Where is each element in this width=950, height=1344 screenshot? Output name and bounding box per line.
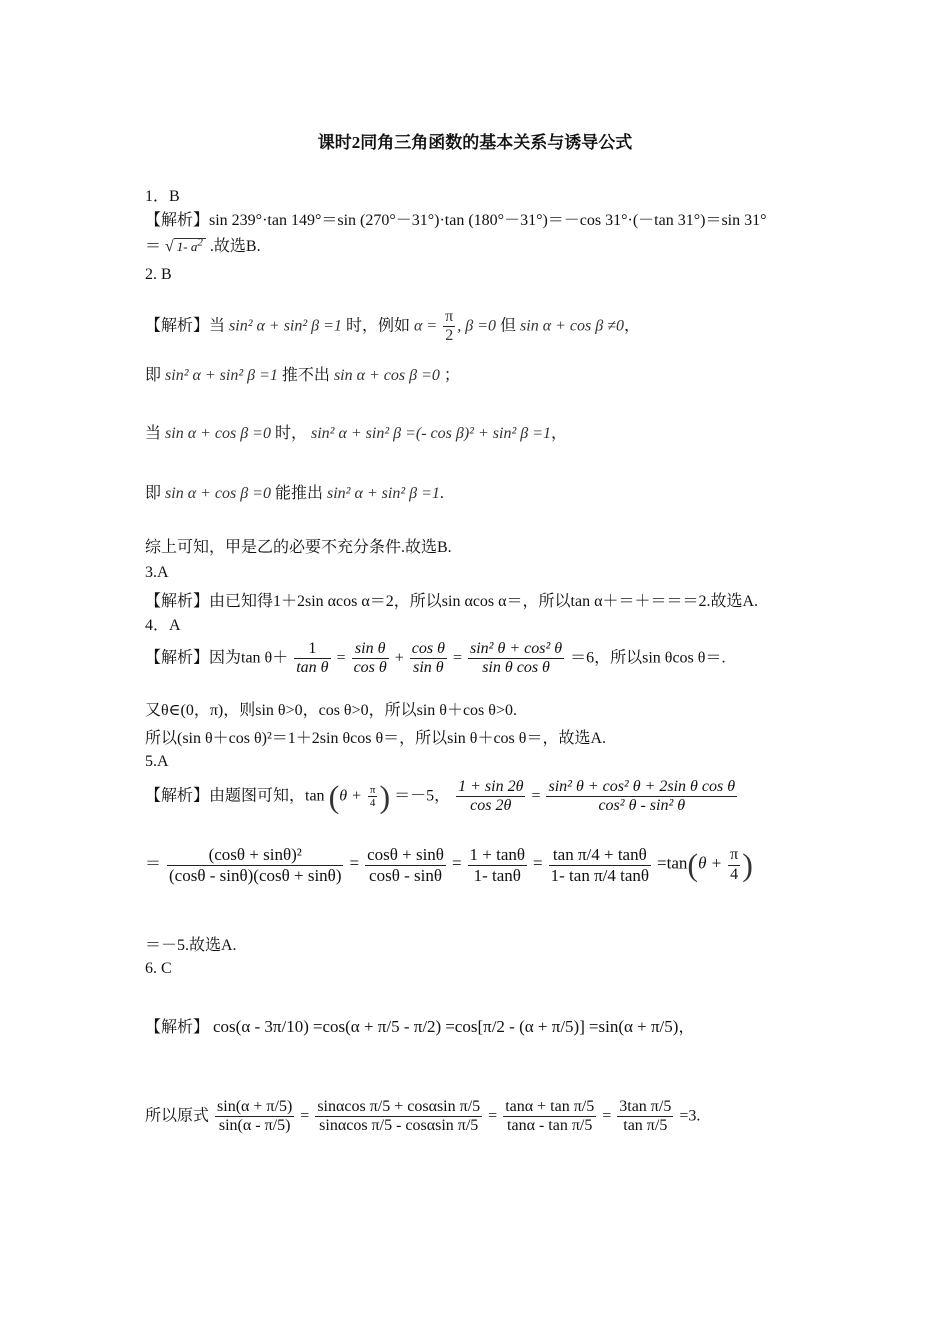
fraction: $\frac{\text{(cosθ + sinθ)²}}{(\cos\theta - \sin\theta)(\cos\theta + \sin\theta)}$ — [169, 845, 342, 885]
math-expr: =sin(α + π/5) — [588, 1017, 679, 1036]
q2-answer: 2. B — [145, 266, 172, 283]
math-expr: sin α + cos β ≠0 — [520, 317, 624, 335]
fraction: $\frac{1 + \tan\theta}{1- \tan\theta}$ — [469, 845, 526, 885]
sqrt-radicand: 1- $a^2$ — [174, 238, 206, 254]
q4-line3: 所以(sin θ＋cos θ)²＝1＋2sin θcos θ＝，所以sin θ＋cos θ＝，故选A. — [145, 730, 606, 747]
math-expr: sin² α + sin² β =1 — [165, 367, 278, 384]
q2-summary: 综上可知，甲是乙的必要不充分条件.故选B. — [145, 539, 452, 556]
fraction: $\frac{\pi}{4}$ — [730, 846, 739, 883]
fraction: $\frac{\cos\theta + \sin\theta}{\cos\theta - \sin\theta}$ — [367, 845, 444, 885]
fraction: $\frac{\text{tan π/4 + tanθ}}{\text{1- tan π/4 tanθ}}$ — [550, 845, 650, 885]
equals-sign: ＝ — [145, 238, 162, 255]
q5-line2: ＝ $\frac{\text{(cosθ + sinθ)²}}{(\cos\theta - \sin\theta)(\cos\theta + \sin\theta)}$ = $\frac{\cos\theta + \sin\theta}{\cos\theta - \sin\theta}$ = $\frac{1 + \tan\theta}{1- \tan\theta}$ = $\frac{\text{tan π/4 + tanθ}}{\text{1- tan π/4 tanθ}}$ =tan(θ + $\frac{\pi}{4}$ ) — [145, 845, 753, 885]
q4-line2: 又θ∈(0，π)，则sin θ>0，cos θ>0，所以sin θ＋cos θ>0. — [145, 702, 517, 719]
q4-answer: 4．A — [145, 617, 181, 634]
math-expr: =cos(α + π/5 - π/2) — [312, 1017, 442, 1036]
q1-answer: 1．B — [145, 188, 180, 205]
fraction: $\frac{\text{sin² θ + cos² θ}}{\text{sin θ cos θ}}$ — [470, 640, 563, 677]
math-expr: =cos[π/2 - (α + π/5)] — [445, 1017, 585, 1036]
fraction: $\frac{\text{sin θ}}{\text{cos θ}}$ — [353, 640, 387, 677]
page-title: 课时2同角三角函数的基本关系与诱导公式 — [317, 133, 633, 152]
math-expr: sin² α + sin² β =1 — [327, 485, 440, 502]
q1-analysis: 【解析】sin 239°·tan 149°＝sin (270°－31°)·tan (180°－31°)＝－cos 31°·(－tan 31°)＝sin 31° — [145, 212, 767, 229]
fraction: $\frac{\text{tanα + tan π/5}}{\text{tanα - tan π/5}}$ — [505, 1098, 595, 1135]
fraction: $\frac{\text{sin² θ + cos² θ + 2sin θ cos θ}}{\text{cos² θ - sin² θ}}$ — [548, 778, 736, 815]
fraction: $\frac{1 + \sin 2\theta}{\cos 2\theta}$ — [458, 778, 524, 815]
q4-analysis: 【解析】因为tan θ＋ $\frac{1}{\text{tan θ}}$ = $\frac{\text{sin θ}}{\text{cos θ}}$ + $\frac{\text{cos θ}}{\text{sin θ}}$ = $\frac{\text{sin² θ + cos² θ}}{\text{sin θ cos θ}}$ ＝6，所以sin θcos θ＝. — [145, 640, 726, 677]
q5-analysis: 【解析】由题图可知，tan (θ + $\frac{\pi}{4}$ ) ＝－5， $\frac{1 + \sin 2\theta}{\cos 2\theta}$ = $\frac{\text{sin² θ + cos² θ + 2sin θ cos θ}}{\text{cos² θ - sin² θ}}$ — [145, 778, 736, 815]
math-expr: sin² α + sin² β =(- cos β)² + sin² β =1 — [311, 425, 552, 442]
q6-line2: 所以原式 $\frac{\sin(\alpha + \pi/5)}{\sin(\alpha - \pi/5)}$ = $\frac{\text{sinαcos π/5 + cosαsin π/5}}{\text{sinαcos π/5 - cosαsin π/5}}$ = $\frac{\text{tanα + tan π/5}}{\text{tanα - tan π/5}}$ = $\frac{\text{3tan π/5}}{\text{tan π/5}}$ =3. — [145, 1098, 701, 1135]
math-expr: cos(α - 3π/10) — [213, 1017, 309, 1036]
fraction: $\frac{1}{\text{tan θ}}$ — [296, 640, 329, 677]
math-expr: sin α + cos β =0 — [165, 485, 271, 502]
fraction: $\frac{\text{sinαcos π/5 + cosαsin π/5}}{\text{sinαcos π/5 - cosαsin π/5}}$ — [317, 1098, 481, 1135]
q1-conclusion: .故选B. — [209, 238, 261, 255]
q2-line1: 【解析】当 sin² α + sin² β =1 时，例如 α = $\frac{\pi}{2}$ , β =0 但 sin α + cos β ≠0， — [145, 308, 640, 345]
q5-answer: 5.A — [145, 753, 169, 770]
q6-analysis: 【解析】 cos(α - 3π/10) =cos(α + π/5 - π/2) =cos[π/2 - (α + π/5)] =sin(α + π/5)， — [145, 1017, 695, 1036]
fraction: $\frac{\text{3tan π/5}}{\text{tan π/5}}$ — [619, 1098, 672, 1135]
fraction: $\frac{\text{cos θ}}{\text{sin θ}}$ — [411, 640, 445, 677]
q2-line2: 即 sin² α + sin² β =1 推不出 sin α + cos β =0 ； — [145, 367, 460, 384]
math-expr: sin α + cos β =0 — [165, 425, 271, 442]
math-expr: sin² α + sin² β =1 — [229, 317, 342, 335]
q1-analysis-cont — [145, 233, 261, 256]
math-expr: sin α + cos β =0 — [333, 367, 440, 384]
fraction: $\frac{\pi}{4}$ — [369, 783, 376, 810]
sqrt-symbol: √ — [165, 238, 174, 255]
q2-line3: 当 sin α + cos β =0 时， sin² α + sin² β =(- cos β)² + sin² β =1， — [145, 425, 568, 442]
q6-answer: 6. C — [145, 960, 172, 977]
q3-analysis: 【解析】由已知得1＋2sin αcos α＝2，所以sin αcos α＝，所以tan α＋＝＋＝＝＝2.故选A. — [145, 593, 759, 610]
q5-conclusion: ＝－5.故选A. — [145, 937, 237, 954]
fraction: $\frac{\pi}{2}$ — [445, 308, 454, 345]
fraction: $\frac{\sin(\alpha + \pi/5)}{\sin(\alpha - \pi/5)}$ — [217, 1098, 293, 1135]
q2-line4: 即 sin α + cos β =0 能推出 sin² α + sin² β =1. — [145, 485, 444, 502]
q3-answer: 3.A — [145, 564, 169, 581]
